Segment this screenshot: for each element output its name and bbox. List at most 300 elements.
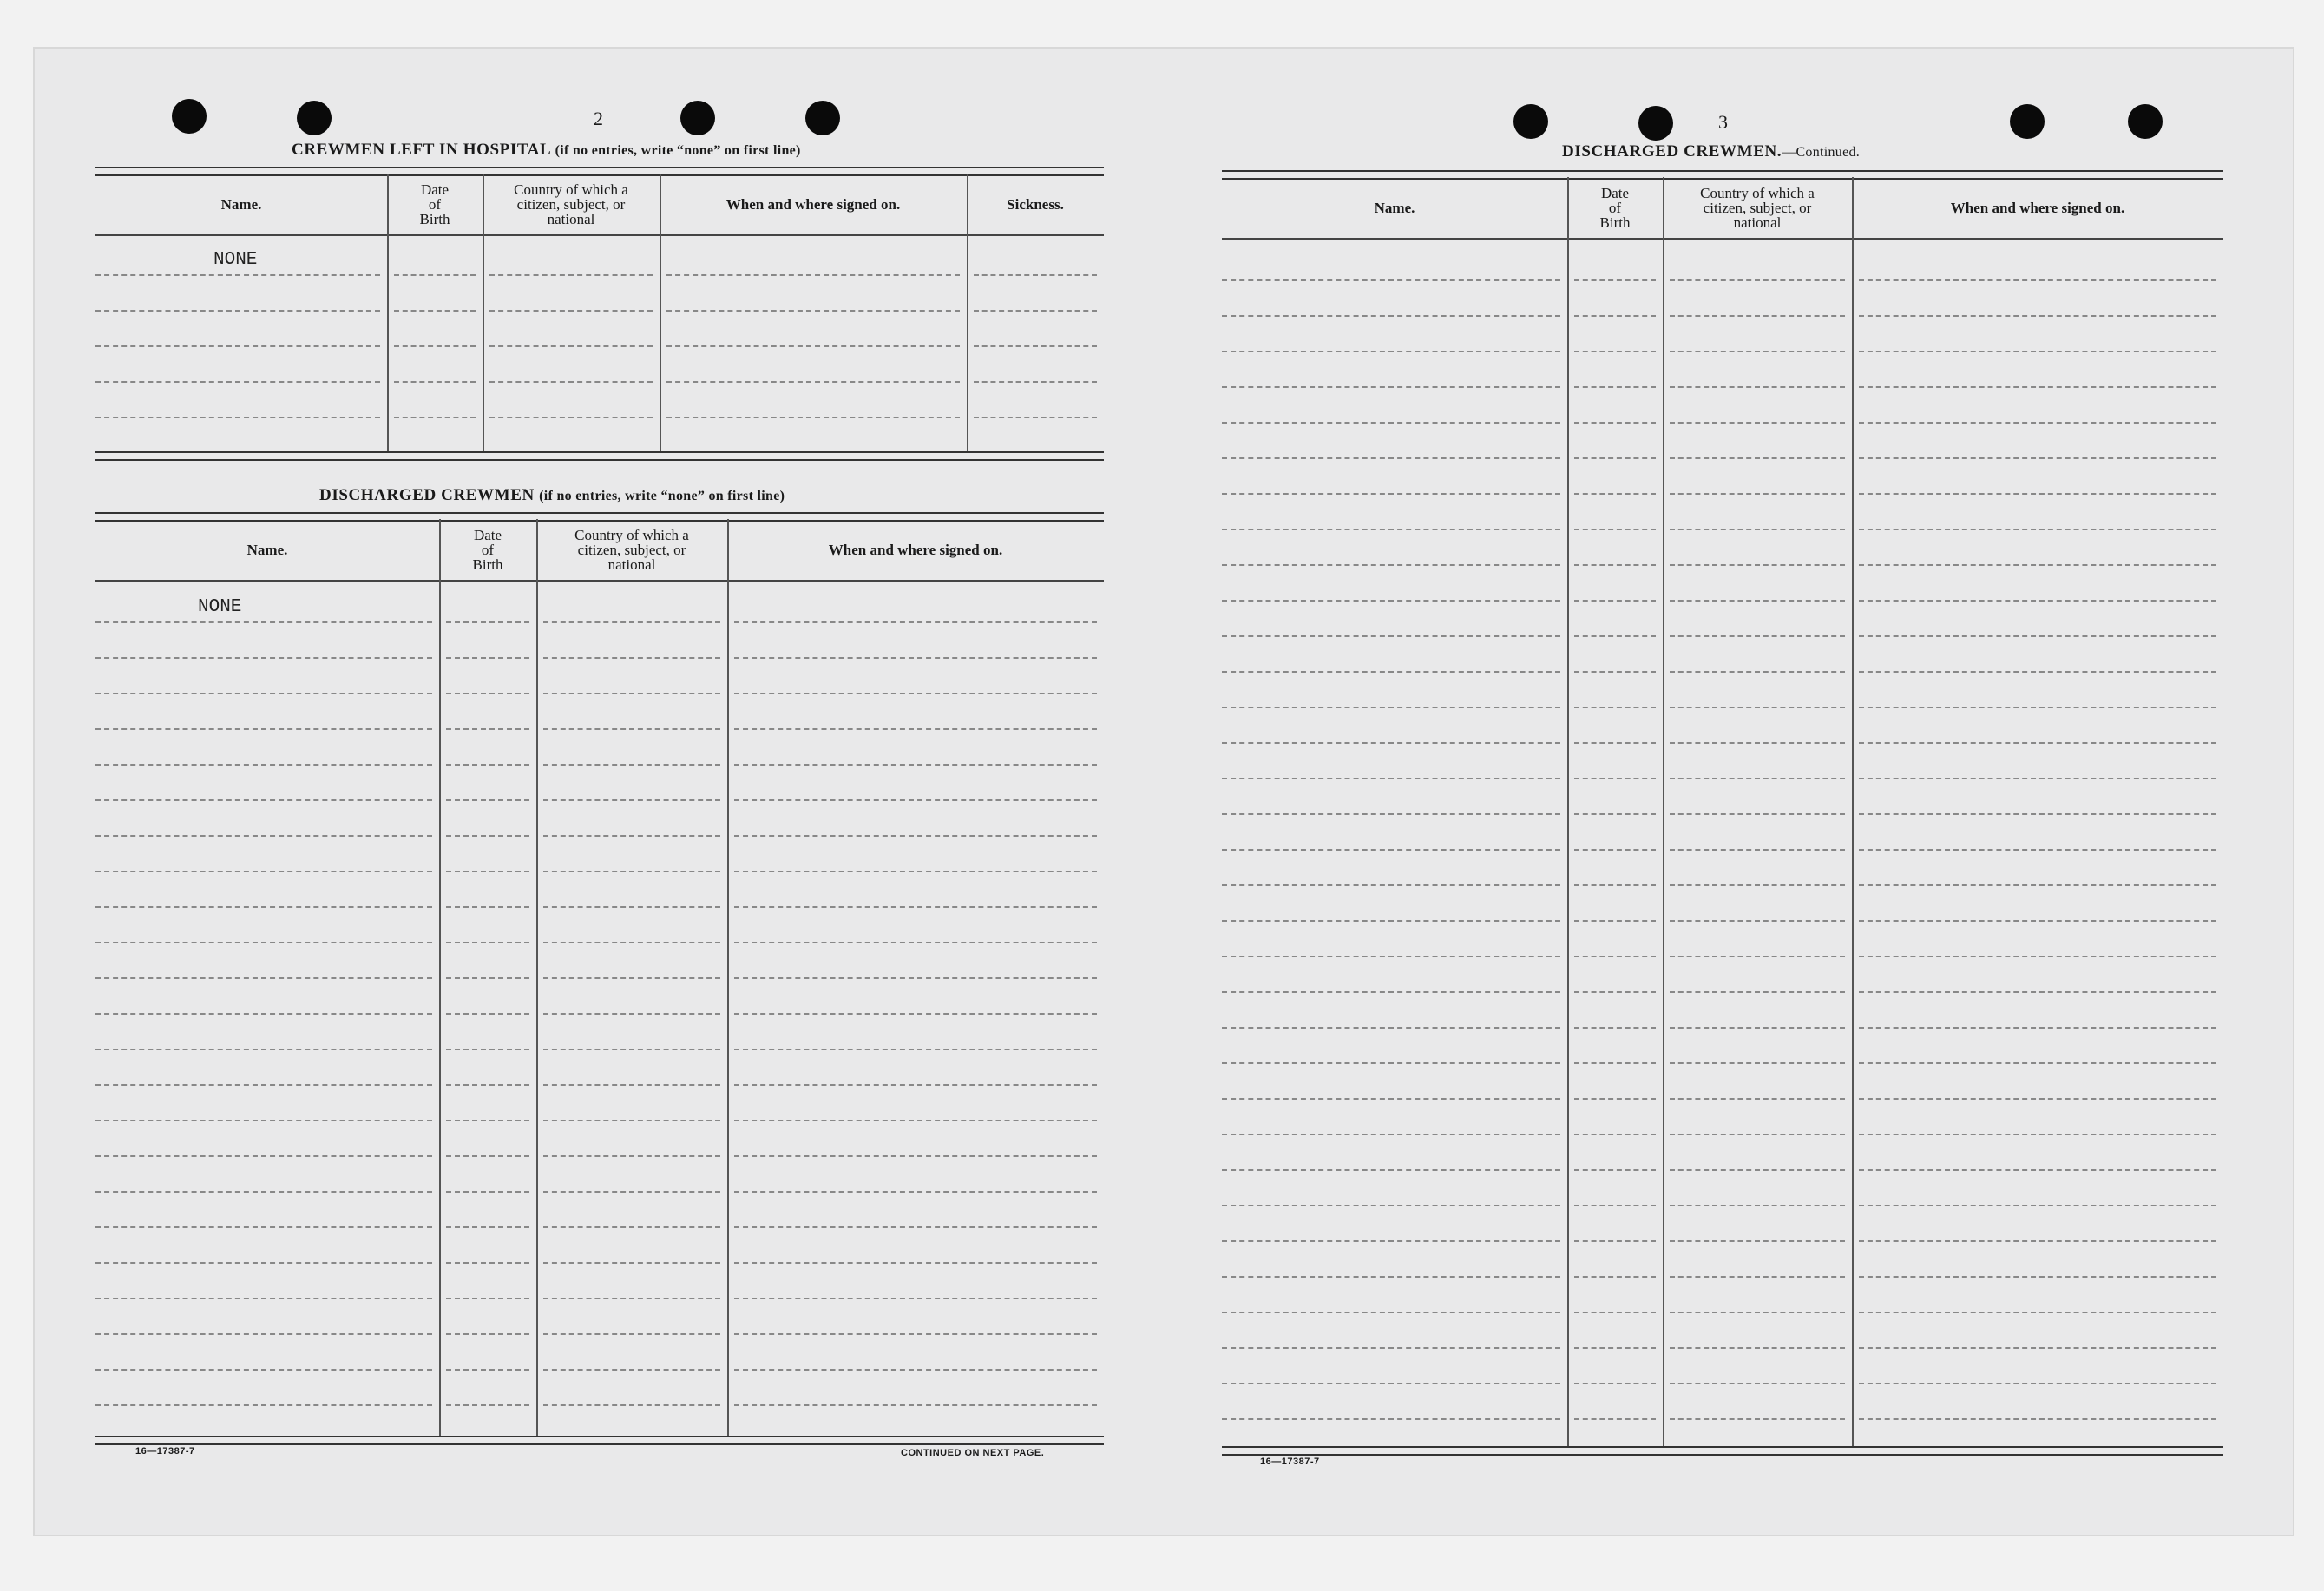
entry-line[interactable]: [1222, 1205, 1560, 1206]
entry-line[interactable]: [446, 871, 529, 872]
entry-line[interactable]: [446, 764, 529, 766]
entry-line[interactable]: [734, 1333, 1097, 1335]
entry-line[interactable]: [1670, 707, 1845, 708]
continued-section-title: [1562, 142, 1860, 161]
entry-line[interactable]: [1670, 956, 1845, 957]
column-header: Date of Birth: [1599, 184, 1631, 231]
entry-line[interactable]: [1574, 493, 1656, 495]
entry-line[interactable]: [1670, 279, 1845, 281]
entry-line[interactable]: [1670, 1098, 1845, 1100]
entry-line[interactable]: [1574, 1240, 1656, 1242]
entry-line[interactable]: [1670, 1027, 1845, 1029]
column-divider: [1663, 177, 1664, 1446]
entry-line[interactable]: [394, 345, 476, 347]
entry-line[interactable]: [1574, 1027, 1656, 1029]
entry-line[interactable]: [1670, 351, 1845, 352]
entry-line[interactable]: [1574, 1098, 1656, 1100]
entry-line[interactable]: [1222, 493, 1560, 495]
entry-line[interactable]: [1222, 742, 1560, 744]
entry-line[interactable]: [1222, 1062, 1560, 1064]
header-rule: [95, 234, 1104, 236]
entry-line[interactable]: [666, 274, 960, 276]
entry-line[interactable]: [1222, 778, 1560, 779]
hospital-instruction: (if no entries, write “none” on first line): [555, 143, 801, 158]
entry-line[interactable]: [1859, 1418, 2216, 1420]
entry-line[interactable]: [95, 657, 432, 659]
entry-line[interactable]: [95, 1404, 432, 1406]
entry-line[interactable]: [95, 417, 380, 418]
entry-line[interactable]: [666, 417, 960, 418]
entry-line[interactable]: [734, 1404, 1097, 1406]
entry-line[interactable]: [543, 657, 720, 659]
entry-line[interactable]: [543, 977, 720, 979]
entry-line[interactable]: [446, 621, 529, 623]
entry-line[interactable]: [1859, 671, 2216, 673]
punch-hole-icon: [2128, 104, 2163, 139]
entry-line[interactable]: [95, 1226, 432, 1228]
entry-line[interactable]: [734, 1369, 1097, 1371]
entry-line[interactable]: [1859, 1062, 2216, 1064]
entry-line[interactable]: [974, 274, 1097, 276]
entry-line[interactable]: [1222, 991, 1560, 993]
column-divider: [1567, 177, 1569, 1446]
entry-line[interactable]: [543, 1262, 720, 1264]
entry-line[interactable]: [1574, 884, 1656, 886]
entry-line[interactable]: [1574, 849, 1656, 851]
entry-line[interactable]: [543, 1298, 720, 1299]
entry-line[interactable]: [446, 835, 529, 837]
entry-line[interactable]: [1222, 707, 1560, 708]
column-divider: [536, 519, 538, 1436]
entry-line[interactable]: [446, 1369, 529, 1371]
entry-line[interactable]: [1574, 991, 1656, 993]
entry-line[interactable]: [1222, 1169, 1560, 1171]
entry-line[interactable]: [1670, 671, 1845, 673]
entry-line[interactable]: [543, 728, 720, 730]
entry-line[interactable]: [1670, 849, 1845, 851]
entry-line[interactable]: [543, 1404, 720, 1406]
entry-line[interactable]: [1670, 813, 1845, 815]
first-entry-value: NONE: [198, 597, 242, 617]
entry-line[interactable]: [1859, 279, 2216, 281]
entry-line[interactable]: [1574, 813, 1656, 815]
entry-line[interactable]: [1859, 813, 2216, 815]
entry-line[interactable]: [1574, 564, 1656, 566]
column-header: Country of which a citizen, subject, or national: [1700, 184, 1815, 231]
column-header: When and where signed on.: [725, 195, 901, 213]
entry-line[interactable]: [1859, 315, 2216, 317]
entry-line[interactable]: [1859, 529, 2216, 530]
entry-line[interactable]: [1222, 884, 1560, 886]
entry-line[interactable]: [1222, 386, 1560, 388]
entry-line[interactable]: [543, 1013, 720, 1015]
entry-line[interactable]: [1859, 351, 2216, 352]
column-header: Name.: [1374, 199, 1415, 216]
column-header: When and where signed on.: [828, 541, 1003, 558]
entry-line[interactable]: [489, 310, 653, 312]
entry-line[interactable]: [1574, 1205, 1656, 1206]
table-bottom-rule: [1222, 1446, 2223, 1456]
entry-line[interactable]: [1574, 742, 1656, 744]
entry-line[interactable]: [1670, 422, 1845, 424]
entry-line[interactable]: [734, 693, 1097, 694]
entry-line[interactable]: [1574, 600, 1656, 602]
entry-line[interactable]: [1222, 600, 1560, 602]
entry-line[interactable]: [666, 345, 960, 347]
continued-title: DISCHARGED CREWMEN.: [1562, 142, 1782, 161]
page-number: 3: [1718, 111, 1728, 133]
entry-line[interactable]: [1859, 493, 2216, 495]
entry-line[interactable]: [95, 693, 432, 694]
entry-line[interactable]: [446, 1404, 529, 1406]
punch-hole-icon: [172, 99, 207, 134]
entry-line[interactable]: [95, 1262, 432, 1264]
entry-line[interactable]: [734, 1226, 1097, 1228]
entry-line[interactable]: [1222, 920, 1560, 922]
entry-line[interactable]: [1859, 884, 2216, 886]
entry-line[interactable]: [489, 274, 653, 276]
entry-line[interactable]: [95, 1298, 432, 1299]
entry-line[interactable]: [1859, 920, 2216, 922]
entry-line[interactable]: [1574, 920, 1656, 922]
entry-line[interactable]: [1222, 1098, 1560, 1100]
entry-line[interactable]: [666, 381, 960, 383]
hospital-table: [95, 167, 1104, 458]
entry-line[interactable]: [95, 274, 380, 276]
entry-line[interactable]: [1574, 1418, 1656, 1420]
entry-line[interactable]: [1222, 635, 1560, 637]
entry-line[interactable]: [1222, 1383, 1560, 1384]
entry-line[interactable]: [1859, 386, 2216, 388]
entry-line[interactable]: [489, 345, 653, 347]
entry-line[interactable]: [543, 764, 720, 766]
entry-line[interactable]: [95, 1120, 432, 1121]
entry-line[interactable]: [734, 835, 1097, 837]
entry-line[interactable]: [1670, 1169, 1845, 1171]
page-number: 2: [594, 108, 603, 129]
discharged-continued-table: [1222, 170, 2223, 1453]
entry-line[interactable]: [1670, 920, 1845, 922]
discharged-table: [95, 512, 1104, 1443]
entry-line[interactable]: [394, 381, 476, 383]
entry-line[interactable]: [95, 310, 380, 312]
column-header: Country of which a citizen, subject, or national: [574, 526, 689, 573]
entry-line[interactable]: [1670, 1347, 1845, 1349]
entry-line[interactable]: [1574, 315, 1656, 317]
entry-line[interactable]: [1859, 600, 2216, 602]
entry-line[interactable]: [1670, 457, 1845, 459]
entry-line[interactable]: [1859, 457, 2216, 459]
entry-line[interactable]: [1670, 635, 1845, 637]
entry-line[interactable]: [1670, 564, 1845, 566]
discharged-section-title: [319, 486, 785, 505]
entry-line[interactable]: [95, 1191, 432, 1193]
entry-line[interactable]: [1859, 742, 2216, 744]
entry-line[interactable]: [1574, 671, 1656, 673]
entry-line[interactable]: [95, 1013, 432, 1015]
entry-line[interactable]: [95, 381, 380, 383]
entry-line[interactable]: [1222, 849, 1560, 851]
column-header: Name.: [220, 195, 262, 213]
entry-line[interactable]: [543, 1049, 720, 1050]
entry-line[interactable]: [446, 1155, 529, 1157]
entry-line[interactable]: [446, 1049, 529, 1050]
entry-line[interactable]: [1574, 956, 1656, 957]
entry-line[interactable]: [1222, 1134, 1560, 1135]
entry-line[interactable]: [1670, 1240, 1845, 1242]
entry-line[interactable]: [1859, 1347, 2216, 1349]
entry-line[interactable]: [446, 906, 529, 908]
entry-line[interactable]: [974, 310, 1097, 312]
entry-line[interactable]: [1574, 1134, 1656, 1135]
entry-line[interactable]: [543, 799, 720, 801]
entry-line[interactable]: [446, 728, 529, 730]
entry-line[interactable]: [543, 1084, 720, 1086]
entry-line[interactable]: [1670, 1134, 1845, 1135]
entry-line[interactable]: [1859, 1205, 2216, 1206]
discharged-instruction: (if no entries, write “none” on first line): [539, 489, 785, 503]
entry-line[interactable]: [446, 1120, 529, 1121]
entry-line[interactable]: [1859, 564, 2216, 566]
entry-line[interactable]: [1859, 1312, 2216, 1313]
entry-line[interactable]: [543, 835, 720, 837]
entry-line[interactable]: [95, 1084, 432, 1086]
entry-line[interactable]: [734, 977, 1097, 979]
entry-line[interactable]: [1670, 991, 1845, 993]
entry-line[interactable]: [1859, 1134, 2216, 1135]
entry-line[interactable]: [1859, 1276, 2216, 1278]
entry-line[interactable]: [446, 1191, 529, 1193]
entry-line[interactable]: [394, 310, 476, 312]
hospital-title: CREWMEN LEFT IN HOSPITAL: [292, 141, 551, 159]
entry-line[interactable]: [1222, 956, 1560, 957]
entry-line[interactable]: [1859, 1240, 2216, 1242]
entry-line[interactable]: [1670, 315, 1845, 317]
entry-line[interactable]: [1222, 1347, 1560, 1349]
entry-line[interactable]: [543, 942, 720, 943]
entry-line[interactable]: [1859, 956, 2216, 957]
entry-line[interactable]: [734, 1084, 1097, 1086]
entry-line[interactable]: [1574, 1347, 1656, 1349]
entry-line[interactable]: [1574, 707, 1656, 708]
entry-line[interactable]: [446, 977, 529, 979]
entry-line[interactable]: [95, 942, 432, 943]
first-entry-value: NONE: [213, 250, 258, 270]
entry-line[interactable]: [1670, 1205, 1845, 1206]
continued-note: CONTINUED ON NEXT PAGE.: [901, 1448, 1045, 1458]
entry-line[interactable]: [1574, 635, 1656, 637]
entry-line[interactable]: [1859, 1027, 2216, 1029]
entry-line[interactable]: [95, 728, 432, 730]
entry-line[interactable]: [394, 417, 476, 418]
entry-line[interactable]: [1859, 778, 2216, 779]
entry-line[interactable]: [543, 906, 720, 908]
entry-line[interactable]: [1222, 529, 1560, 530]
entry-line[interactable]: [734, 621, 1097, 623]
punch-hole-icon: [805, 101, 840, 135]
punch-hole-icon: [1638, 106, 1673, 141]
entry-line[interactable]: [1574, 1383, 1656, 1384]
entry-line[interactable]: [974, 381, 1097, 383]
entry-line[interactable]: [1574, 778, 1656, 779]
entry-line[interactable]: [1222, 1240, 1560, 1242]
entry-line[interactable]: [1574, 279, 1656, 281]
entry-line[interactable]: [446, 1333, 529, 1335]
entry-line[interactable]: [446, 1226, 529, 1228]
entry-line[interactable]: [543, 1226, 720, 1228]
entry-line[interactable]: [1859, 849, 2216, 851]
entry-line[interactable]: [1222, 1418, 1560, 1420]
entry-line[interactable]: [1670, 386, 1845, 388]
entry-line[interactable]: [1222, 813, 1560, 815]
entry-line[interactable]: [1859, 1098, 2216, 1100]
entry-line[interactable]: [1574, 422, 1656, 424]
entry-line[interactable]: [1670, 1418, 1845, 1420]
entry-line[interactable]: [1670, 742, 1845, 744]
entry-line[interactable]: [543, 693, 720, 694]
entry-line[interactable]: [543, 621, 720, 623]
column-header: Date of Birth: [419, 181, 450, 227]
entry-line[interactable]: [1222, 422, 1560, 424]
entry-line[interactable]: [95, 1049, 432, 1050]
entry-line[interactable]: [1670, 529, 1845, 530]
entry-line[interactable]: [734, 1013, 1097, 1015]
entry-line[interactable]: [489, 417, 653, 418]
header-rule: [95, 580, 1104, 582]
entry-line[interactable]: [446, 1298, 529, 1299]
punch-hole-icon: [1513, 104, 1548, 139]
entry-line[interactable]: [1859, 707, 2216, 708]
entry-line[interactable]: [1222, 457, 1560, 459]
entry-line[interactable]: [446, 799, 529, 801]
form-number: 16—17387-7: [135, 1446, 195, 1456]
entry-line[interactable]: [1859, 1169, 2216, 1171]
entry-line[interactable]: [1222, 671, 1560, 673]
entry-line[interactable]: [1859, 991, 2216, 993]
entry-line[interactable]: [734, 657, 1097, 659]
entry-line[interactable]: [734, 1262, 1097, 1264]
entry-line[interactable]: [1222, 315, 1560, 317]
entry-line[interactable]: [95, 835, 432, 837]
entry-line[interactable]: [1670, 493, 1845, 495]
entry-line[interactable]: [1670, 1312, 1845, 1313]
entry-line[interactable]: [95, 1333, 432, 1335]
entry-line[interactable]: [446, 1013, 529, 1015]
entry-line[interactable]: [1574, 351, 1656, 352]
entry-line[interactable]: [1670, 1062, 1845, 1064]
column-header: Date of Birth: [472, 526, 503, 573]
entry-line[interactable]: [489, 381, 653, 383]
entry-line[interactable]: [95, 345, 380, 347]
entry-line[interactable]: [1222, 1027, 1560, 1029]
entry-line[interactable]: [1222, 564, 1560, 566]
entry-line[interactable]: [446, 1084, 529, 1086]
entry-line[interactable]: [95, 977, 432, 979]
entry-line[interactable]: [974, 345, 1097, 347]
entry-line[interactable]: [543, 1369, 720, 1371]
entry-line[interactable]: [446, 942, 529, 943]
punch-hole-icon: [680, 101, 715, 135]
entry-line[interactable]: [1670, 1383, 1845, 1384]
entry-line[interactable]: [95, 621, 432, 623]
entry-line[interactable]: [734, 1298, 1097, 1299]
entry-line[interactable]: [734, 906, 1097, 908]
form-number: 16—17387-7: [1260, 1456, 1320, 1467]
entry-line[interactable]: [446, 693, 529, 694]
entry-line[interactable]: [95, 906, 432, 908]
entry-line[interactable]: [1574, 457, 1656, 459]
entry-line[interactable]: [543, 1191, 720, 1193]
entry-line[interactable]: [446, 1262, 529, 1264]
entry-line[interactable]: [666, 310, 960, 312]
entry-line[interactable]: [1574, 1312, 1656, 1313]
continued-suffix: —Continued.: [1782, 145, 1861, 160]
entry-line[interactable]: [1574, 1062, 1656, 1064]
column-header: When and where signed on.: [1950, 199, 2125, 216]
table-bottom-rule: [95, 1436, 1104, 1445]
entry-line[interactable]: [734, 942, 1097, 943]
entry-line[interactable]: [543, 1120, 720, 1121]
entry-line[interactable]: [95, 1155, 432, 1157]
column-divider: [1852, 177, 1854, 1446]
entry-line[interactable]: [1574, 529, 1656, 530]
entry-line[interactable]: [974, 417, 1097, 418]
column-header: Name.: [246, 541, 288, 558]
entry-line[interactable]: [734, 871, 1097, 872]
entry-line[interactable]: [734, 1155, 1097, 1157]
column-header: Sickness.: [1007, 195, 1064, 213]
entry-line[interactable]: [1670, 600, 1845, 602]
entry-line[interactable]: [543, 871, 720, 872]
entry-line[interactable]: [1222, 1276, 1560, 1278]
punch-hole-icon: [2010, 104, 2045, 139]
entry-line[interactable]: [95, 871, 432, 872]
entry-line[interactable]: [95, 1369, 432, 1371]
entry-line[interactable]: [543, 1333, 720, 1335]
entry-line[interactable]: [446, 657, 529, 659]
entry-line[interactable]: [1222, 1312, 1560, 1313]
entry-line[interactable]: [1670, 778, 1845, 779]
entry-line[interactable]: [734, 1191, 1097, 1193]
entry-line[interactable]: [734, 799, 1097, 801]
entry-line[interactable]: [394, 274, 476, 276]
entry-line[interactable]: [734, 1049, 1097, 1050]
entry-line[interactable]: [1670, 1276, 1845, 1278]
entry-line[interactable]: [1574, 1169, 1656, 1171]
entry-line[interactable]: [1222, 279, 1560, 281]
entry-line[interactable]: [1574, 386, 1656, 388]
table-bottom-rule: [95, 451, 1104, 461]
column-divider: [727, 519, 729, 1436]
entry-line[interactable]: [543, 1155, 720, 1157]
entry-line[interactable]: [1222, 351, 1560, 352]
hospital-section-title: [292, 141, 801, 160]
entry-line[interactable]: [1859, 635, 2216, 637]
entry-line[interactable]: [1859, 422, 2216, 424]
entry-line[interactable]: [734, 1120, 1097, 1121]
header-rule: [1222, 238, 2223, 240]
entry-line[interactable]: [734, 728, 1097, 730]
entry-line[interactable]: [95, 764, 432, 766]
entry-line[interactable]: [1859, 1383, 2216, 1384]
entry-line[interactable]: [1574, 1276, 1656, 1278]
entry-line[interactable]: [1670, 884, 1845, 886]
entry-line[interactable]: [734, 764, 1097, 766]
column-divider: [439, 519, 441, 1436]
discharged-title: DISCHARGED CREWMEN: [319, 486, 535, 504]
punch-hole-icon: [297, 101, 332, 135]
entry-line[interactable]: [95, 799, 432, 801]
